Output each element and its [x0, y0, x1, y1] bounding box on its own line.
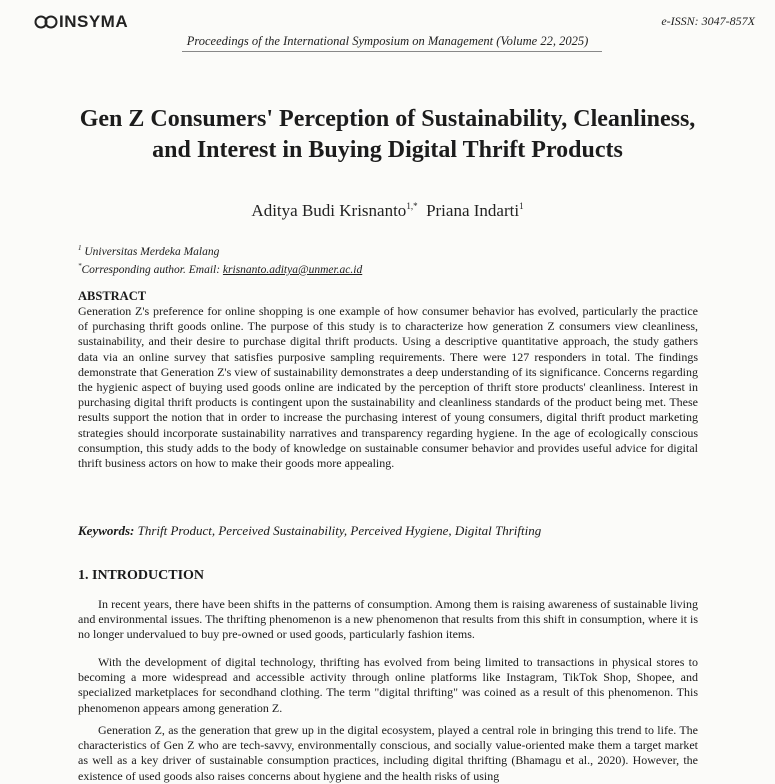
author-sup: 1,* [406, 201, 418, 211]
affiliation: $^1$ Universitas Merdeka Malang [78, 244, 220, 258]
affiliations [78, 241, 362, 277]
author-name: Priana Indarti [426, 201, 520, 220]
abstract-heading: ABSTRACT [78, 289, 147, 303]
body-paragraph: In recent years, there have been shifts in the patterns of consumption. Among them is raising awareness of sustainable living and environmental issues. The thrifting phenomenon is a new phenomenon that results from this shift in consumption, where it is no longer undervalued to buy pre-owned or used goods, particularly fashion items. [78, 597, 699, 642]
proceedings-title: Proceedings of the International Symposium on Management (Volume 22, 2025) [186, 34, 589, 48]
keywords-label: Keywords: [78, 523, 135, 538]
body-paragraph: Generation Z, as the generation that grew up in the digital ecosystem, played a central role in bringing this trend to life. The characteristics of Gen Z who are tech-savvy, environmentally conscious, and socially value-oriented make them a target market as well as a key driver of sustainable consumption practices, including digital thrifting (Bhamagu et al., 2020). However, the existence of used goods also raises concerns about hygiene and the health risks of using [78, 723, 698, 783]
author-sup: 1 [519, 201, 524, 211]
corresponding-author: *Corresponding author. Email: krisnanto.aditya@unmer.ac.id [78, 261, 363, 276]
header-divider [182, 51, 602, 52]
author-name: Aditya Budi Krisnanto [251, 201, 407, 220]
issn: e-ISSN: 3047-857X [661, 14, 755, 28]
keywords-list: Thrift Product, Perceived Sustainability, Perceived Hygiene, Digital Thrifting [137, 523, 542, 538]
abstract-text: Generation Z's preference for online shopping is one example of how consumer behavior has evolved, particularly the practice of purchasing thrift goods online. The purpose of this study is to characterize how generation Z consumers view cleanliness, sustainability, and their desire to purchase digital thrift products. Using a descriptive quantitative approach, the study gathers data via an online survey that satisfies purposive sampling requirements. There were 127 responders in total. The findings demonstrate that Generation Z's view of sustainability demonstrates a deep understanding of its significance. Concerns regarding the hygienic aspect of buying used goods online are indicated by the perception of thrift store products' cleanliness. Interest in purchasing digital thrift products is contingent upon the sustainability and cleanliness standards of the product being met. These results support the notion that in order to increase the purchasing interest of young consumers, digital thrift product marketing strategies should incorporate sustainability narratives and transparency regarding hygiene. In the age of ecologically conscious consumption, this study adds to the body of knowledge on sustainable consumer behavior and provides useful advice for digital thrift business actors on how to make their goods more appealing. [78, 304, 698, 471]
author-email-link[interactable]: krisnanto.aditya@unmer.ac.id [222, 263, 363, 276]
insyma-logo [34, 12, 128, 32]
paper-title: Gen Z Consumers' Perception of Sustainability, Cleanliness, and Interest in Buying Digital Thrift Products [79, 106, 696, 163]
insyma-logo-icon [34, 14, 58, 30]
logo-text: INSYMA [59, 12, 129, 31]
author-list [0, 201, 775, 221]
body-paragraph: With the development of digital technology, thrifting has evolved from being limited to transactions in physical stores to becoming a more widespread and accessible activity through online platforms like Instagram, TikTok Shop, Shopee, and specialized marketplaces for secondhand clothing. The term "digital thrifting" was coined as a result of this phenomenon. This phenomenon appears among generation Z. [78, 655, 698, 715]
section-heading: 1. INTRODUCTION [78, 568, 205, 583]
keywords [78, 523, 541, 539]
